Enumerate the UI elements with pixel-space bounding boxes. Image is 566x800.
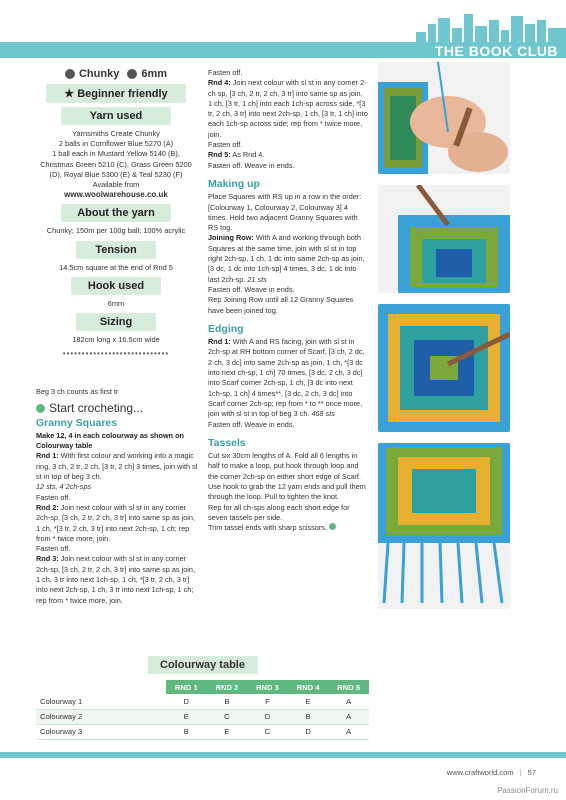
rnd2: Rnd 2: Join next colour with sl st in any corner 2ch-sp, [3 ch, 2 tr, 2 ch, 3 tr] into same sp as join, 1 ch, *[3 tr, 2 ch, 3 tr] into next 2ch-sp, 1 ch; rep from * twice more, join. — [36, 502, 195, 543]
table-cell: A — [328, 724, 369, 739]
edging-rnd: Rnd 1: With A and RS facing, join with sl st in 2ch-sp at RH bottom corner of Scarf, [3 ch, 2 dc, 2 ch, 3 dc] into same 2ch-sp as join, 1 ch, *[3 dc into next ch-sp, 1 ch] 70 times, [3 dc, 2 ch, 3 dc] into Scarf corner 2ch-sp, 1 ch, [3 dc into next 1ch-sp, 1 ch] 4 times**, [3 dc, 2 ch, 3 dc] into Scarf corner 2ch-sp; rep from * to ** once more, join with sl st in top of beg 3 ch. 468 sts — [208, 337, 365, 419]
table-row — [36, 694, 369, 709]
footer-site-link[interactable]: www.craftworld.com — [446, 768, 514, 777]
table-cell: B — [166, 724, 207, 739]
colourway-table — [36, 680, 369, 740]
table-cell: C — [207, 709, 248, 724]
hook-size-label: 6mm — [141, 68, 168, 80]
makingup-heading: Making up — [208, 177, 260, 190]
makingup-text: Place Squares with RS up in a row in the order: [Colourway 1, Colourway 2, Colourway 3] 4 times. Hold two adjacent Granny Squares with RS tog. — [208, 192, 362, 233]
yarn-info: Yarnsmiths Create Chunky 2 balls in Cornflower Blue 5270 (A) 1 ball each in Mustard Yellow 5140 (B), Christmas Green 5210 (C), Grass Green 5200 (D), Royal Blue 5300 (E) & Teal 5230 (F) Available from www.woolwarehouse.co.uk — [36, 129, 196, 200]
footer-stripe — [0, 752, 566, 758]
table-cell: A — [328, 709, 369, 724]
hook-heading: Hook used — [71, 277, 161, 295]
instructions-col-2 — [208, 68, 368, 533]
watermark: PassionForum.ru — [497, 786, 558, 795]
table-title: Colourway table — [148, 656, 258, 674]
rnd1: Rnd 1: With first colour and working into a magic ring, 3 ch, 2 tr, 2 ch, [3 tr, 2 ch] 3 times, join with sl st in top of beg 3 ch. — [36, 451, 198, 482]
info-panel — [36, 68, 196, 358]
sizing-text: 182cm long x 16.5cm wide — [72, 335, 160, 345]
tassels-text-3: Trim tassel ends with sharp scissors. — [208, 523, 368, 533]
joining-rep: Rep Joining Row until all 12 Granny Squares have been joined tog. — [208, 295, 354, 315]
about-text: Chunky; 150m per 100g ball; 100% acrylic — [46, 226, 186, 236]
footer-info: www.craftworld.com | 57 — [446, 768, 536, 777]
divider: •••••••••••••••••••••••••••• — [62, 349, 170, 359]
joining-row: Joining Row: With A and working through both Squares at the same time, join with sl st in top right 2ch-sp, 1 ch, 1 dc into same 2ch-sp as join, [3 dc, 1 dc into 1ch-sp] 4 times, 3 dc, 1 dc into last 2ch-sp. 21 sts — [208, 233, 365, 284]
about-heading: About the yarn — [61, 204, 171, 222]
photo-joining-squares — [378, 185, 510, 293]
instructions-col-1 — [36, 387, 201, 606]
tassels-text-2: Rep for all ch-sps along each short edge for seven tassels per side. — [208, 502, 350, 522]
tassels-text: Cut six 30cm lengths of A. Fold all 6 lengths in half to make a loop, put hook through loop and the corner 2ch-sp on either short edge of Scarf. Use hook to grab the 12 yarn ends and pull them through the loop. Pull to tighten the knot. — [208, 451, 366, 502]
tassels-heading: Tassels — [208, 436, 246, 449]
tension-heading: Tension — [76, 241, 156, 259]
table-cell: E — [207, 724, 248, 739]
hook-text: 6mm — [107, 298, 125, 308]
table-cell: B — [207, 694, 248, 709]
page-number: 57 — [527, 768, 536, 777]
table-header: RND 3 — [247, 680, 288, 694]
table-header-row — [36, 680, 369, 694]
yarn-heading: Yarn used — [61, 107, 171, 125]
photo-column — [378, 62, 510, 620]
granny-heading: Granny Squares — [36, 416, 118, 429]
yarn-ball-icon — [65, 69, 75, 79]
sizing-heading: Sizing — [76, 313, 156, 331]
table-row — [36, 724, 369, 739]
table-cell: B — [288, 709, 329, 724]
table-cell: F — [247, 694, 288, 709]
rnd5: Rnd 5: As Rnd 4. — [208, 150, 265, 160]
table-cell: A — [328, 694, 369, 709]
photo-square-edging — [378, 304, 510, 432]
level-badge: ★ Beginner friendly — [46, 84, 186, 103]
joining-after: Fasten off. Weave in ends. — [208, 284, 295, 294]
hook-icon — [127, 69, 137, 79]
table-header: RND 1 — [166, 680, 207, 694]
colourway-table-section — [36, 656, 369, 740]
table-cell: E — [166, 709, 207, 724]
table-cell: D — [288, 724, 329, 739]
table-cell: D — [247, 709, 288, 724]
fasten-2: Fasten off. — [36, 544, 71, 554]
table-cell: C — [247, 724, 288, 739]
header — [0, 0, 566, 58]
photo-scarf-tassels — [378, 443, 510, 609]
rnd3: Rnd 3: Join next colour with sl st in any corner 2ch-sp, [3 ch, 2 tr, 2 ch, 3 tr] into same sp as join, 1 ch, 3 tr into next 1ch-sp, 1 ch, *[3 tr, 2 ch, 3 tr] into next 2ch-sp, 1 ch, 3 tr into next 1ch-sp, 1 ch; rep from * twice more, join. — [36, 554, 195, 605]
table-cell: D — [166, 694, 207, 709]
weave-1: Fasten off. Weave in ends. — [208, 160, 295, 170]
photo-hands-crocheting — [378, 62, 510, 174]
start-heading: Start crocheting... — [36, 403, 201, 413]
table-cell: E — [288, 694, 329, 709]
row-label: Colourway 2 — [36, 709, 166, 724]
weight-label: Chunky — [78, 68, 120, 80]
table-header: RND 4 — [288, 680, 329, 694]
table-corner — [36, 680, 166, 694]
weight-row — [36, 68, 196, 80]
yarn-url-link[interactable]: www.woolwarehouse.co.uk — [64, 190, 168, 200]
row-label: Colourway 3 — [36, 724, 166, 739]
skyline-graphic — [416, 14, 566, 44]
bullet-icon — [36, 404, 45, 413]
fasten-1: Fasten off. — [36, 492, 71, 502]
table-header: RND 2 — [207, 680, 248, 694]
fasten-4: Fasten off. — [208, 140, 243, 150]
tension-text: 14.5cm square at the end of Rnd 5 — [59, 262, 173, 272]
beg-note: Beg 3 ch counts as first tr — [36, 387, 119, 396]
rnd4: Rnd 4: Join next colour with sl st in any corner 2-ch sp, [3 ch, 2 tr, 2 ch, 3 tr] into same sp as join, 1 ch, [3 tr, 1 ch] into each 1ch-sp across side, *[3 tr, 2 ch, 3 tr] into next 2ch-sp, 1 ch, [3 tr, 1 ch] into each 1ch-sp across side; rep from * twice more, join. — [208, 78, 368, 139]
edging-heading: Edging — [208, 322, 244, 335]
end-mark-icon — [329, 523, 336, 530]
row-label: Colourway 1 — [36, 694, 166, 709]
edging-after: Fasten off. Weave in ends. — [208, 419, 295, 429]
rnd1-count: 12 sts, 4 2ch-sps — [36, 482, 92, 492]
fasten-3: Fasten off. — [208, 68, 243, 77]
brand-title: THE BOOK CLUB — [434, 43, 558, 59]
granny-intro: Make 12, 4 in each colourway as shown on Colourway table — [36, 430, 185, 451]
table-row — [36, 709, 369, 724]
table-header: RND 5 — [328, 680, 369, 694]
